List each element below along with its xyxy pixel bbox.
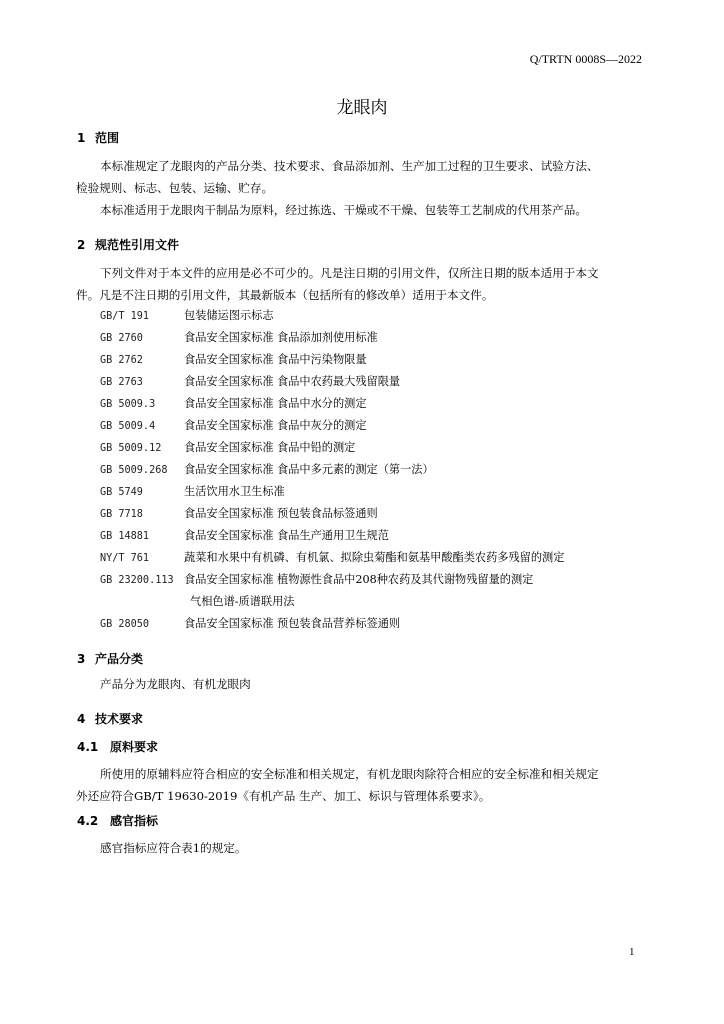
reference-title: 食品安全国家标准 食品生产通用卫生规范: [184, 529, 389, 542]
reference-item: [100, 309, 274, 324]
reference-title: 食品安全国家标准 食品中多元素的测定（第一法）: [184, 463, 434, 476]
standard-code: Q/TRTN 0008S—2022: [529, 52, 642, 66]
reference-item: [100, 551, 564, 566]
page-number: 1: [629, 946, 635, 958]
reference-item: [100, 397, 367, 412]
section-number: 4: [77, 712, 86, 726]
paragraph: 下列文件对于本文件的应用是必不可少的。凡是注日期的引用文件，仅所注日期的版本适用于本文: [100, 266, 599, 280]
section-number: 4.1: [77, 740, 99, 754]
reference-code: GB 28050: [100, 619, 150, 630]
reference-item: [100, 573, 533, 588]
reference-code: GB 7718: [100, 509, 143, 520]
paragraph: 所使用的原辅料应符合相应的安全标准和相关规定，有机龙眼肉除符合相应的安全标准和相关规定: [100, 767, 599, 781]
paragraph: 检验规则、标志、包装、运输、贮存。: [76, 181, 274, 195]
section-title: 感官指标: [110, 814, 159, 828]
reference-item: [100, 485, 285, 500]
reference-title: 食品安全国家标准 食品中污染物限量: [184, 353, 367, 366]
reference-item: [100, 375, 400, 390]
reference-code: GB 5749: [100, 487, 143, 498]
reference-title: 食品安全国家标准 食品中水分的测定: [184, 397, 367, 410]
reference-item: [100, 617, 400, 632]
reference-item: [100, 419, 367, 434]
section-title: 原料要求: [110, 740, 159, 754]
section-title: 技术要求: [95, 712, 144, 726]
reference-code: GB 23200.113: [100, 575, 174, 586]
reference-title: 食品安全国家标准 食品中铅的测定: [184, 441, 356, 454]
paragraph: 感官指标应符合表1的规定。: [100, 841, 247, 855]
reference-item: [100, 353, 367, 368]
reference-title: 食品安全国家标准 植物源性食品中208种农药及其代谢物残留量的测定: [184, 573, 534, 586]
paragraph: 本标准规定了龙眼肉的产品分类、技术要求、食品添加剂、生产加工过程的卫生要求、试验方法、: [100, 159, 599, 173]
reference-code: GB 2763: [100, 377, 143, 388]
reference-title: 生活饮用水卫生标准: [184, 485, 285, 498]
reference-title: 食品安全国家标准 预包装食品营养标签通则: [184, 617, 401, 630]
section-3-heading: [77, 650, 143, 667]
reference-item: [100, 463, 434, 478]
reference-title: 蔬菜和水果中有机磷、有机氯、拟除虫菊酯和氨基甲酸酯类农药多残留的测定: [184, 551, 565, 564]
section-number: 3: [77, 652, 86, 666]
reference-code: GB/T 191: [100, 311, 150, 322]
reference-item: [100, 441, 355, 456]
section-number: 4.2: [77, 814, 99, 828]
reference-title: 食品安全国家标准 食品中灰分的测定: [184, 419, 367, 432]
reference-title: 食品安全国家标准 预包装食品标签通则: [184, 507, 378, 520]
section-title: 产品分类: [95, 652, 144, 666]
paragraph: 外还应符合GB/T 19630-2019《有机产品 生产、加工、标识与管理体系要求》。: [76, 789, 491, 803]
reference-item: [100, 529, 389, 544]
reference-title: 包装储运图示标志: [184, 309, 274, 322]
reference-code: GB 14881: [100, 531, 150, 542]
section-title: 规范性引用文件: [95, 238, 180, 252]
section-4-1-heading: [77, 738, 158, 755]
reference-title: 食品安全国家标准 食品中农药最大残留限量: [184, 375, 401, 388]
section-2-heading: [77, 236, 179, 253]
reference-code: GB 5009.4: [100, 421, 156, 432]
reference-title: 气相色谱-质谱联用法: [190, 595, 295, 608]
reference-code: GB 2762: [100, 355, 143, 366]
reference-code: GB 2760: [100, 333, 143, 344]
reference-item: [100, 507, 378, 522]
section-1-heading: [77, 129, 119, 146]
paragraph: 本标准适用于龙眼肉干制品为原料，经过拣选、干燥或不干燥、包装等工艺制成的代用茶产品。: [100, 203, 587, 217]
reference-item: [100, 331, 378, 346]
reference-code: NY/T 761: [100, 553, 150, 564]
section-4-heading: [77, 710, 143, 727]
paragraph: 件。凡是不注日期的引用文件，其最新版本（包括所有的修改单）适用于本文件。: [76, 288, 494, 302]
section-number: 2: [77, 238, 86, 252]
reference-item-continuation: [100, 595, 294, 609]
page-title: 龙眼肉: [336, 98, 388, 118]
section-4-2-heading: [77, 812, 158, 829]
section-title: 范围: [95, 131, 120, 145]
section-number: 1: [77, 131, 86, 145]
paragraph: 产品分为龙眼肉、有机龙眼肉: [100, 677, 251, 691]
reference-code: GB 5009.268: [100, 465, 168, 476]
reference-code: GB 5009.3: [100, 399, 156, 410]
reference-title: 食品安全国家标准 食品添加剂使用标准: [184, 331, 378, 344]
reference-code: GB 5009.12: [100, 443, 162, 454]
